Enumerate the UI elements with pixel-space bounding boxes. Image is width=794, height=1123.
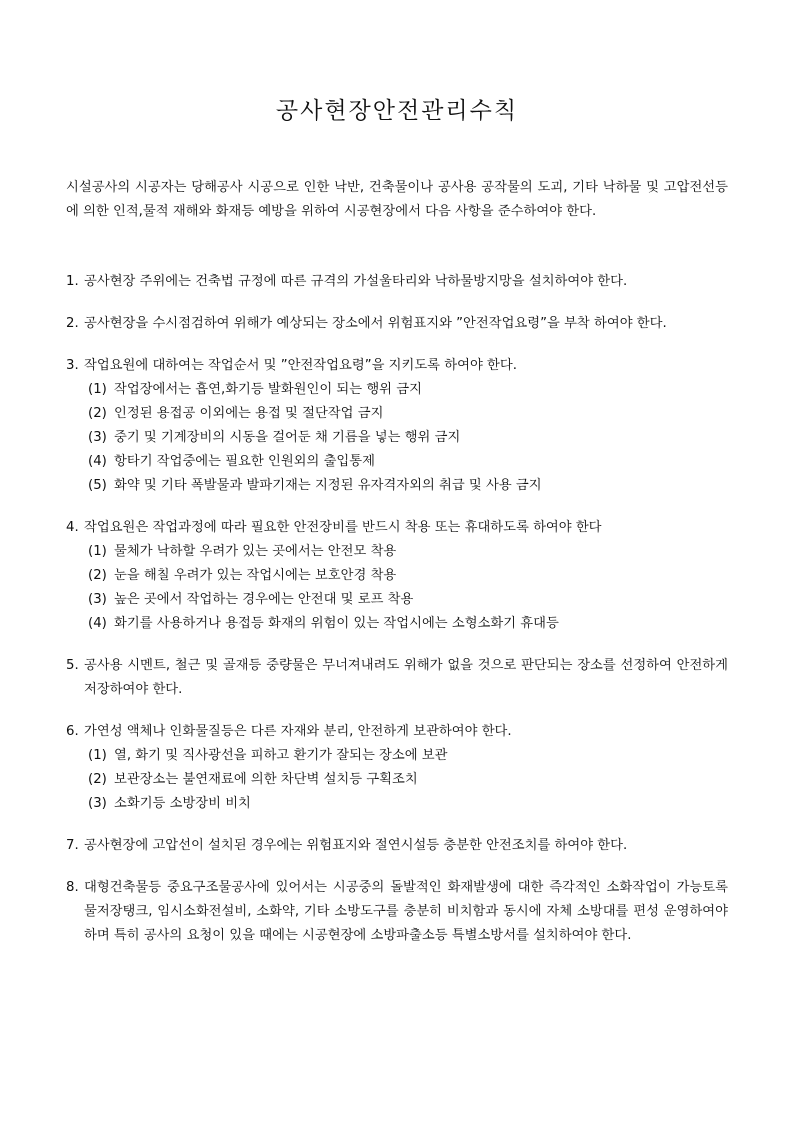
- rule-text: 공사용 시멘트, 철근 및 골재등 중량물은 무너져내려도 위해가 없을 것으로 판단되는 장소를 선정하여 안전하게 저장하여야 한다.: [84, 658, 728, 697]
- rule-section-7: [66, 834, 728, 858]
- page-title: 공사현장안전관리수칙: [275, 98, 519, 124]
- sub-item-text: 높은 곳에서 작업하는 경우에는 안전대 및 로프 착용: [114, 592, 414, 607]
- sub-item-text: 항타기 작업중에는 필요한 인원외의 출입통제: [114, 454, 375, 469]
- rule-section-3: [66, 354, 728, 498]
- sub-item-number: (4): [88, 616, 107, 631]
- sub-item: [66, 378, 728, 402]
- rule-section-8: [66, 876, 728, 948]
- sub-item: [66, 540, 728, 564]
- sub-item-number: (4): [88, 454, 107, 469]
- sub-item-text: 중기 및 기계장비의 시동을 걸어둔 채 기름을 넣는 행위 금지: [114, 430, 461, 445]
- rule-number: 6.: [66, 724, 79, 739]
- sub-item: [66, 564, 728, 588]
- rule-number: 2.: [66, 316, 79, 331]
- rule-text: 공사현장 주위에는 건축법 규정에 따른 규격의 가설울타리와 낙하물방지망을 설치하여야 한다.: [84, 274, 628, 289]
- rule-number: 8.: [66, 880, 79, 895]
- sub-item: [66, 474, 728, 498]
- rule-number: 5.: [66, 658, 79, 673]
- sub-item: [66, 588, 728, 612]
- intro-paragraph: 시설공사의 시공자는 당해공사 시공으로 인한 낙반, 건축물이나 공사용 공작물의 도괴, 기타 낙하물 및 고압전선등에 의한 인적,물적 재해와 화재등 예방을 위하여 시공현장에서 다음 사항을 준수하여야 한다.: [66, 180, 728, 219]
- sub-item-text: 보관장소는 불연재료에 의한 차단벽 설치등 구획조치: [114, 772, 418, 787]
- sub-item: [66, 426, 728, 450]
- rule-section-6: [66, 720, 728, 816]
- rule-section-1: [66, 270, 728, 294]
- rule-section-4: [66, 516, 728, 636]
- sub-item: [66, 612, 728, 636]
- sub-item-text: 열, 화기 및 직사광선을 피하고 환기가 잘되는 장소에 보관: [114, 748, 448, 763]
- sub-item-number: (1): [88, 382, 107, 397]
- sub-item-number: (5): [88, 478, 107, 493]
- rule-text: 공사현장에 고압선이 설치된 경우에는 위험표지와 절연시설등 충분한 안전조치를 하여야 한다.: [84, 838, 628, 853]
- rule-text: 공사현장을 수시점검하여 위해가 예상되는 장소에서 위험표지와 ”안전작업요령”을 부착 하여야 한다.: [84, 316, 667, 331]
- sub-item-text: 화기를 사용하거나 용접등 화재의 위험이 있는 작업시에는 소형소화기 휴대등: [114, 616, 559, 631]
- sub-item: [66, 768, 728, 792]
- sub-item-text: 물체가 낙하할 우려가 있는 곳에서는 안전모 착용: [114, 544, 397, 559]
- sub-item-text: 화약 및 기타 폭발물과 발파기재는 지정된 유자격자외의 취급 및 사용 금지: [114, 478, 542, 493]
- sub-item-number: (1): [88, 544, 107, 559]
- sub-item-number: (1): [88, 748, 107, 763]
- rule-number: 3.: [66, 358, 79, 373]
- sub-item: [66, 402, 728, 426]
- rule-section-2: [66, 312, 728, 336]
- rules-list: [66, 270, 728, 966]
- sub-item: [66, 792, 728, 816]
- sub-item-text: 소화기등 소방장비 비치: [114, 796, 251, 811]
- sub-item-text: 눈을 해칠 우려가 있는 작업시에는 보호안경 착용: [114, 568, 397, 583]
- sub-item-text: 인정된 용접공 이외에는 용접 및 절단작업 금지: [114, 406, 384, 421]
- sub-item-number: (2): [88, 568, 107, 583]
- rule-text: 대형건축물등 중요구조물공사에 있어서는 시공중의 돌발적인 화재발생에 대한 즉각적인 소화작업이 가능토록 물저장탱크, 임시소화전설비, 소화약, 기타 소방도구를 충분히 비치함과 동시에 자체 소방대를 편성 운영하여야 하며 특히 공사의 요청이 있을 때에는 시공현장에 소방파출소등 특별소방서를 설치하여야 한다.: [84, 880, 728, 943]
- rule-number: 1.: [66, 274, 79, 289]
- sub-item-number: (3): [88, 796, 107, 811]
- sub-item-number: (3): [88, 592, 107, 607]
- rule-text: 작업요원에 대하여는 작업순서 및 ”안전작업요령”을 지키도록 하여야 한다.: [84, 358, 517, 373]
- sub-item-number: (3): [88, 430, 107, 445]
- rule-section-5: [66, 654, 728, 702]
- rule-number: 7.: [66, 838, 79, 853]
- sub-item: [66, 450, 728, 474]
- rule-number: 4.: [66, 520, 79, 535]
- rule-text: 가연성 액체나 인화물질등은 다른 자재와 분리, 안전하게 보관하여야 한다.: [84, 724, 512, 739]
- sub-item-number: (2): [88, 772, 107, 787]
- sub-item: [66, 744, 728, 768]
- rule-text: 작업요원은 작업과정에 따라 필요한 안전장비를 반드시 착용 또는 휴대하도록 하여야 한다: [84, 520, 602, 535]
- sub-item-text: 작업장에서는 흡연,화기등 발화원인이 되는 행위 금지: [114, 382, 422, 397]
- sub-item-number: (2): [88, 406, 107, 421]
